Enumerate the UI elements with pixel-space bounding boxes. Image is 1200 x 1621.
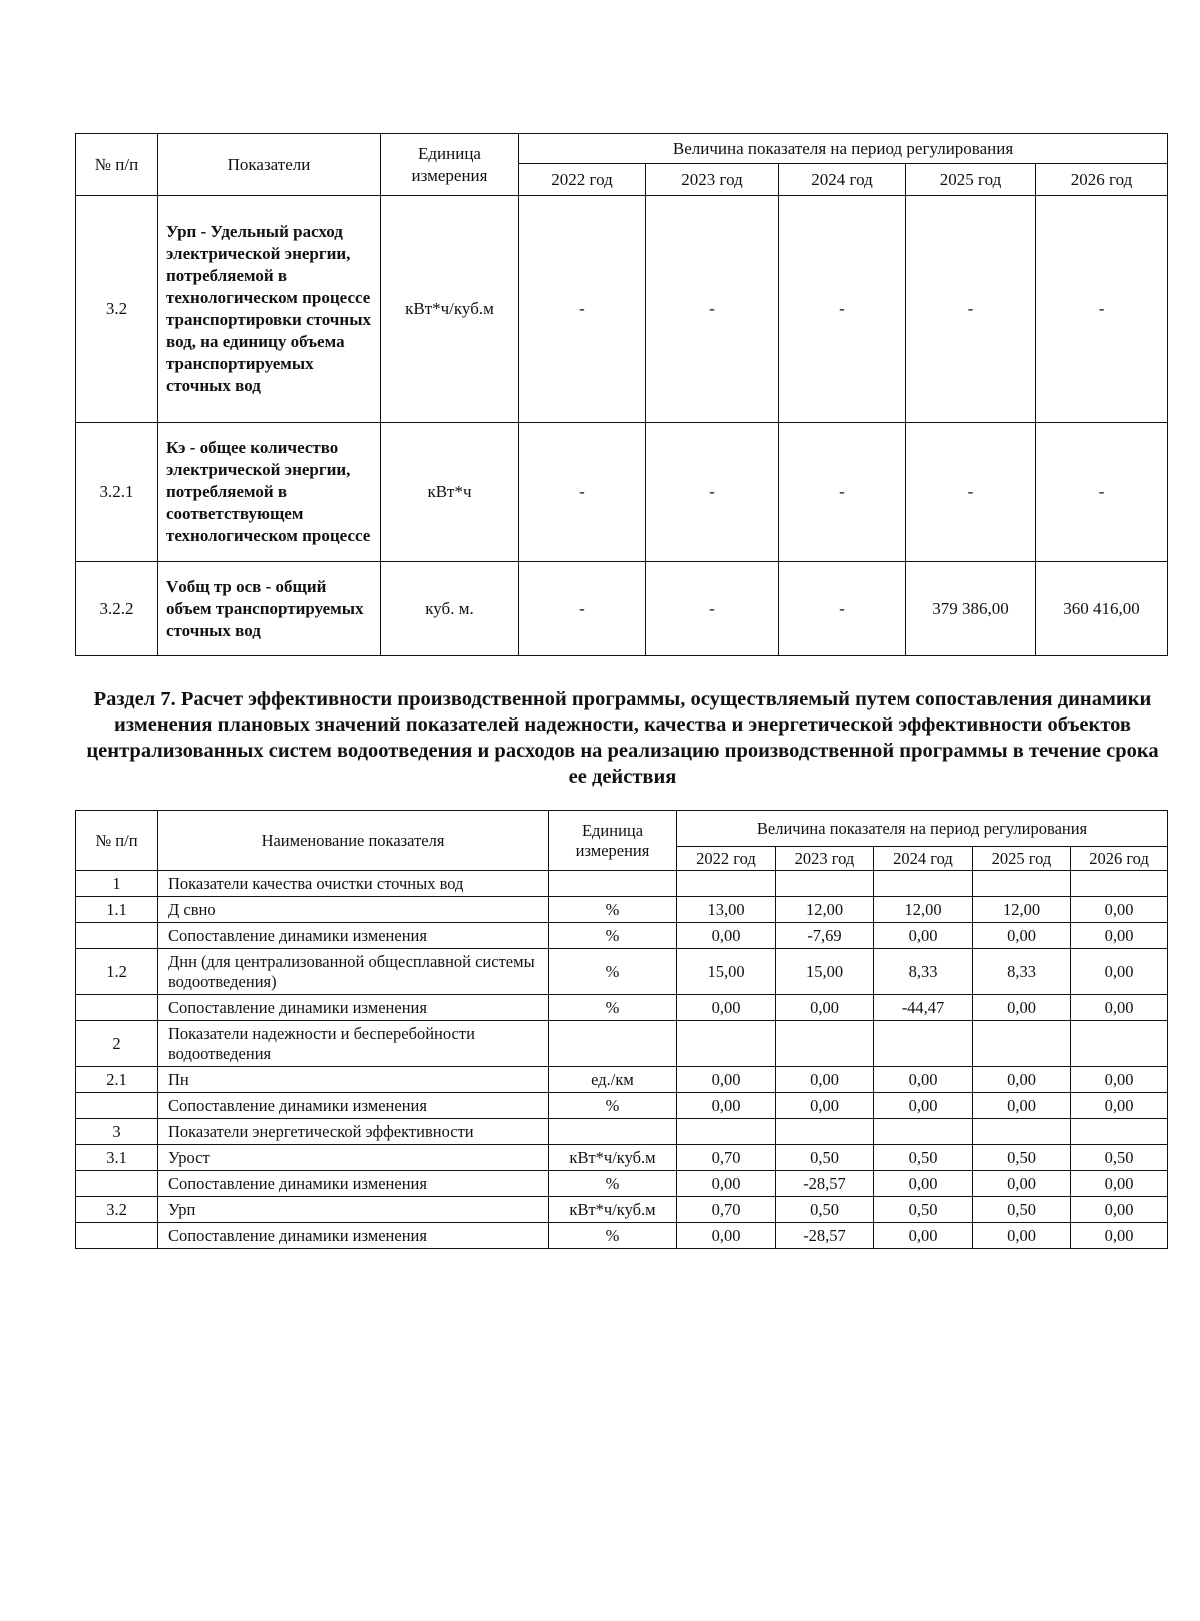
value-cell: -: [646, 562, 779, 656]
value-cell: 0,70: [677, 1145, 776, 1171]
value-cell: 15,00: [677, 949, 776, 995]
row-unit: кВт*ч/куб.м: [549, 1145, 677, 1171]
value-cell: 0,00: [973, 1067, 1071, 1093]
header-year-2024: 2024 год: [779, 164, 906, 196]
value-cell: [973, 871, 1071, 897]
row-unit: %: [549, 995, 677, 1021]
value-cell: -44,47: [874, 995, 973, 1021]
table-row: [76, 1171, 1168, 1197]
table-row: [76, 562, 1168, 656]
row-name: Пн: [158, 1067, 549, 1093]
value-cell: 0,00: [1071, 1093, 1168, 1119]
row-unit: кВт*ч/куб.м: [549, 1197, 677, 1223]
header-no: № п/п: [76, 134, 158, 196]
value-cell: 0,00: [874, 1171, 973, 1197]
row-no: 2.1: [76, 1067, 158, 1093]
header-unit: Единица измерения: [381, 134, 519, 196]
header-year-2023: 2023 год: [776, 847, 874, 871]
value-cell: 0,00: [874, 1067, 973, 1093]
value-cell: -: [519, 196, 646, 423]
table-row: [76, 897, 1168, 923]
value-cell: 0,00: [1071, 1197, 1168, 1223]
value-cell: [874, 1119, 973, 1145]
value-cell: [1071, 1119, 1168, 1145]
value-cell: 0,00: [1071, 1223, 1168, 1249]
row-unit: [549, 871, 677, 897]
value-cell: 0,00: [1071, 995, 1168, 1021]
row-no: 1.1: [76, 897, 158, 923]
row-name: Кэ - общее количество электрической энергии, потребляемой в соответствующем технологическом процессе: [158, 423, 381, 562]
row-no: 3.2.2: [76, 562, 158, 656]
row-name: Днн (для централизованной общесплавной системы водоотведения): [158, 949, 549, 995]
row-name: Сопоставление динамики изменения: [158, 1093, 549, 1119]
table-row: [76, 1145, 1168, 1171]
value-cell: 0,00: [677, 1093, 776, 1119]
header-period: Величина показателя на период регулирования: [677, 811, 1168, 847]
value-cell: 379 386,00: [906, 562, 1036, 656]
row-no: [76, 995, 158, 1021]
row-name: Сопоставление динамики изменения: [158, 1171, 549, 1197]
value-cell: 0,00: [776, 995, 874, 1021]
value-cell: [874, 1021, 973, 1067]
row-unit: куб. м.: [381, 562, 519, 656]
value-cell: 0,00: [874, 1093, 973, 1119]
value-cell: -: [1036, 196, 1168, 423]
value-cell: 8,33: [874, 949, 973, 995]
row-unit: %: [549, 1171, 677, 1197]
table-row: [76, 949, 1168, 995]
table-row: [76, 1223, 1168, 1249]
value-cell: 0,50: [874, 1145, 973, 1171]
row-no: 1.2: [76, 949, 158, 995]
value-cell: 0,00: [1071, 897, 1168, 923]
value-cell: [1071, 1021, 1168, 1067]
row-unit: [549, 1021, 677, 1067]
table-row-group: [76, 1021, 1168, 1067]
table-row-group: [76, 871, 1168, 897]
row-unit: [549, 1119, 677, 1145]
row-unit: %: [549, 1223, 677, 1249]
row-name: Vобщ тр осв - общий объем транспортируемых сточных вод: [158, 562, 381, 656]
value-cell: [973, 1119, 1071, 1145]
value-cell: -: [906, 423, 1036, 562]
row-no: 2: [76, 1021, 158, 1067]
value-cell: 0,50: [776, 1197, 874, 1223]
value-cell: 0,50: [973, 1197, 1071, 1223]
row-no: [76, 1171, 158, 1197]
value-cell: 0,00: [874, 923, 973, 949]
value-cell: 0,00: [1071, 1067, 1168, 1093]
row-no: 3.2: [76, 1197, 158, 1223]
value-cell: -: [906, 196, 1036, 423]
value-cell: 0,00: [677, 995, 776, 1021]
value-cell: 0,00: [776, 1093, 874, 1119]
value-cell: 0,00: [973, 995, 1071, 1021]
row-no: [76, 1093, 158, 1119]
header-name: Показатели: [158, 134, 381, 196]
row-name: Урост: [158, 1145, 549, 1171]
value-cell: [776, 1021, 874, 1067]
value-cell: 0,50: [1071, 1145, 1168, 1171]
value-cell: 15,00: [776, 949, 874, 995]
indicators-table-continued: [75, 133, 1168, 656]
value-cell: [1071, 871, 1168, 897]
value-cell: -7,69: [776, 923, 874, 949]
value-cell: -: [779, 562, 906, 656]
value-cell: 0,70: [677, 1197, 776, 1223]
value-cell: 0,00: [1071, 1171, 1168, 1197]
row-no: 3.2.1: [76, 423, 158, 562]
value-cell: 360 416,00: [1036, 562, 1168, 656]
header-year-2024: 2024 год: [874, 847, 973, 871]
value-cell: 0,00: [1071, 949, 1168, 995]
table-row: [76, 923, 1168, 949]
value-cell: -: [779, 423, 906, 562]
row-name: Урп: [158, 1197, 549, 1223]
value-cell: -: [646, 423, 779, 562]
header-year-2022: 2022 год: [519, 164, 646, 196]
value-cell: -28,57: [776, 1171, 874, 1197]
header-name: Наименование показателя: [158, 811, 549, 871]
table-row-group: [76, 1119, 1168, 1145]
value-cell: 0,00: [677, 1067, 776, 1093]
header-unit: Единица измерения: [549, 811, 677, 871]
value-cell: [776, 871, 874, 897]
value-cell: 0,00: [973, 1093, 1071, 1119]
row-name: Показатели надежности и бесперебойности водоотведения: [158, 1021, 549, 1067]
row-name: Сопоставление динамики изменения: [158, 995, 549, 1021]
value-cell: [973, 1021, 1071, 1067]
row-name: Д свно: [158, 897, 549, 923]
value-cell: 0,00: [973, 923, 1071, 949]
value-cell: [677, 1021, 776, 1067]
value-cell: 0,00: [874, 1223, 973, 1249]
header-no: № п/п: [76, 811, 158, 871]
value-cell: -: [519, 562, 646, 656]
row-no: 1: [76, 871, 158, 897]
row-unit: %: [549, 1093, 677, 1119]
table-row: [76, 1093, 1168, 1119]
row-unit: %: [549, 949, 677, 995]
row-unit: %: [549, 897, 677, 923]
value-cell: 0,00: [1071, 923, 1168, 949]
row-no: 3: [76, 1119, 158, 1145]
row-unit: %: [549, 923, 677, 949]
value-cell: -: [519, 423, 646, 562]
value-cell: 12,00: [874, 897, 973, 923]
efficiency-table: [75, 810, 1168, 1249]
row-unit: ед./км: [549, 1067, 677, 1093]
row-unit: кВт*ч: [381, 423, 519, 562]
value-cell: -: [1036, 423, 1168, 562]
value-cell: [677, 1119, 776, 1145]
value-cell: 13,00: [677, 897, 776, 923]
table-row: [76, 423, 1168, 562]
value-cell: 0,00: [677, 1223, 776, 1249]
value-cell: 8,33: [973, 949, 1071, 995]
header-year-2025: 2025 год: [973, 847, 1071, 871]
table-row: [76, 196, 1168, 423]
row-no: 3.1: [76, 1145, 158, 1171]
value-cell: 0,00: [973, 1223, 1071, 1249]
row-name: Сопоставление динамики изменения: [158, 1223, 549, 1249]
value-cell: 0,50: [973, 1145, 1071, 1171]
row-no: 3.2: [76, 196, 158, 423]
table-row: [76, 1067, 1168, 1093]
value-cell: 12,00: [973, 897, 1071, 923]
value-cell: -28,57: [776, 1223, 874, 1249]
value-cell: 0,50: [874, 1197, 973, 1223]
section-7-title: Раздел 7. Расчет эффективности производственной программы, осуществляемый путем сопоставления динамики изменения плановых значений показателей надежности, качества и энергетической эффективности объектов централизованных систем водоотведения и расходов на реализацию производственной программы в течение срока ее действия: [86, 688, 1159, 788]
row-no: [76, 1223, 158, 1249]
header-period: Величина показателя на период регулирования: [519, 134, 1168, 164]
row-no: [76, 923, 158, 949]
row-name: Показатели качества очистки сточных вод: [158, 871, 549, 897]
value-cell: [874, 871, 973, 897]
header-year-2026: 2026 год: [1036, 164, 1168, 196]
value-cell: 12,00: [776, 897, 874, 923]
header-year-2022: 2022 год: [677, 847, 776, 871]
row-name: Сопоставление динамики изменения: [158, 923, 549, 949]
table-row: [76, 995, 1168, 1021]
table-row: [76, 1197, 1168, 1223]
value-cell: -: [779, 196, 906, 423]
value-cell: -: [646, 196, 779, 423]
value-cell: [677, 871, 776, 897]
value-cell: [776, 1119, 874, 1145]
header-year-2026: 2026 год: [1071, 847, 1168, 871]
header-year-2023: 2023 год: [646, 164, 779, 196]
row-name: Показатели энергетической эффективности: [158, 1119, 549, 1145]
value-cell: 0,00: [677, 1171, 776, 1197]
row-unit: кВт*ч/куб.м: [381, 196, 519, 423]
value-cell: 0,00: [776, 1067, 874, 1093]
value-cell: 0,00: [973, 1171, 1071, 1197]
row-name: Урп - Удельный расход электрической энергии, потребляемой в технологическом процессе транспортировки сточных вод, на единицу объема транспортируемых сточных вод: [158, 196, 381, 423]
header-year-2025: 2025 год: [906, 164, 1036, 196]
value-cell: 0,00: [677, 923, 776, 949]
value-cell: 0,50: [776, 1145, 874, 1171]
